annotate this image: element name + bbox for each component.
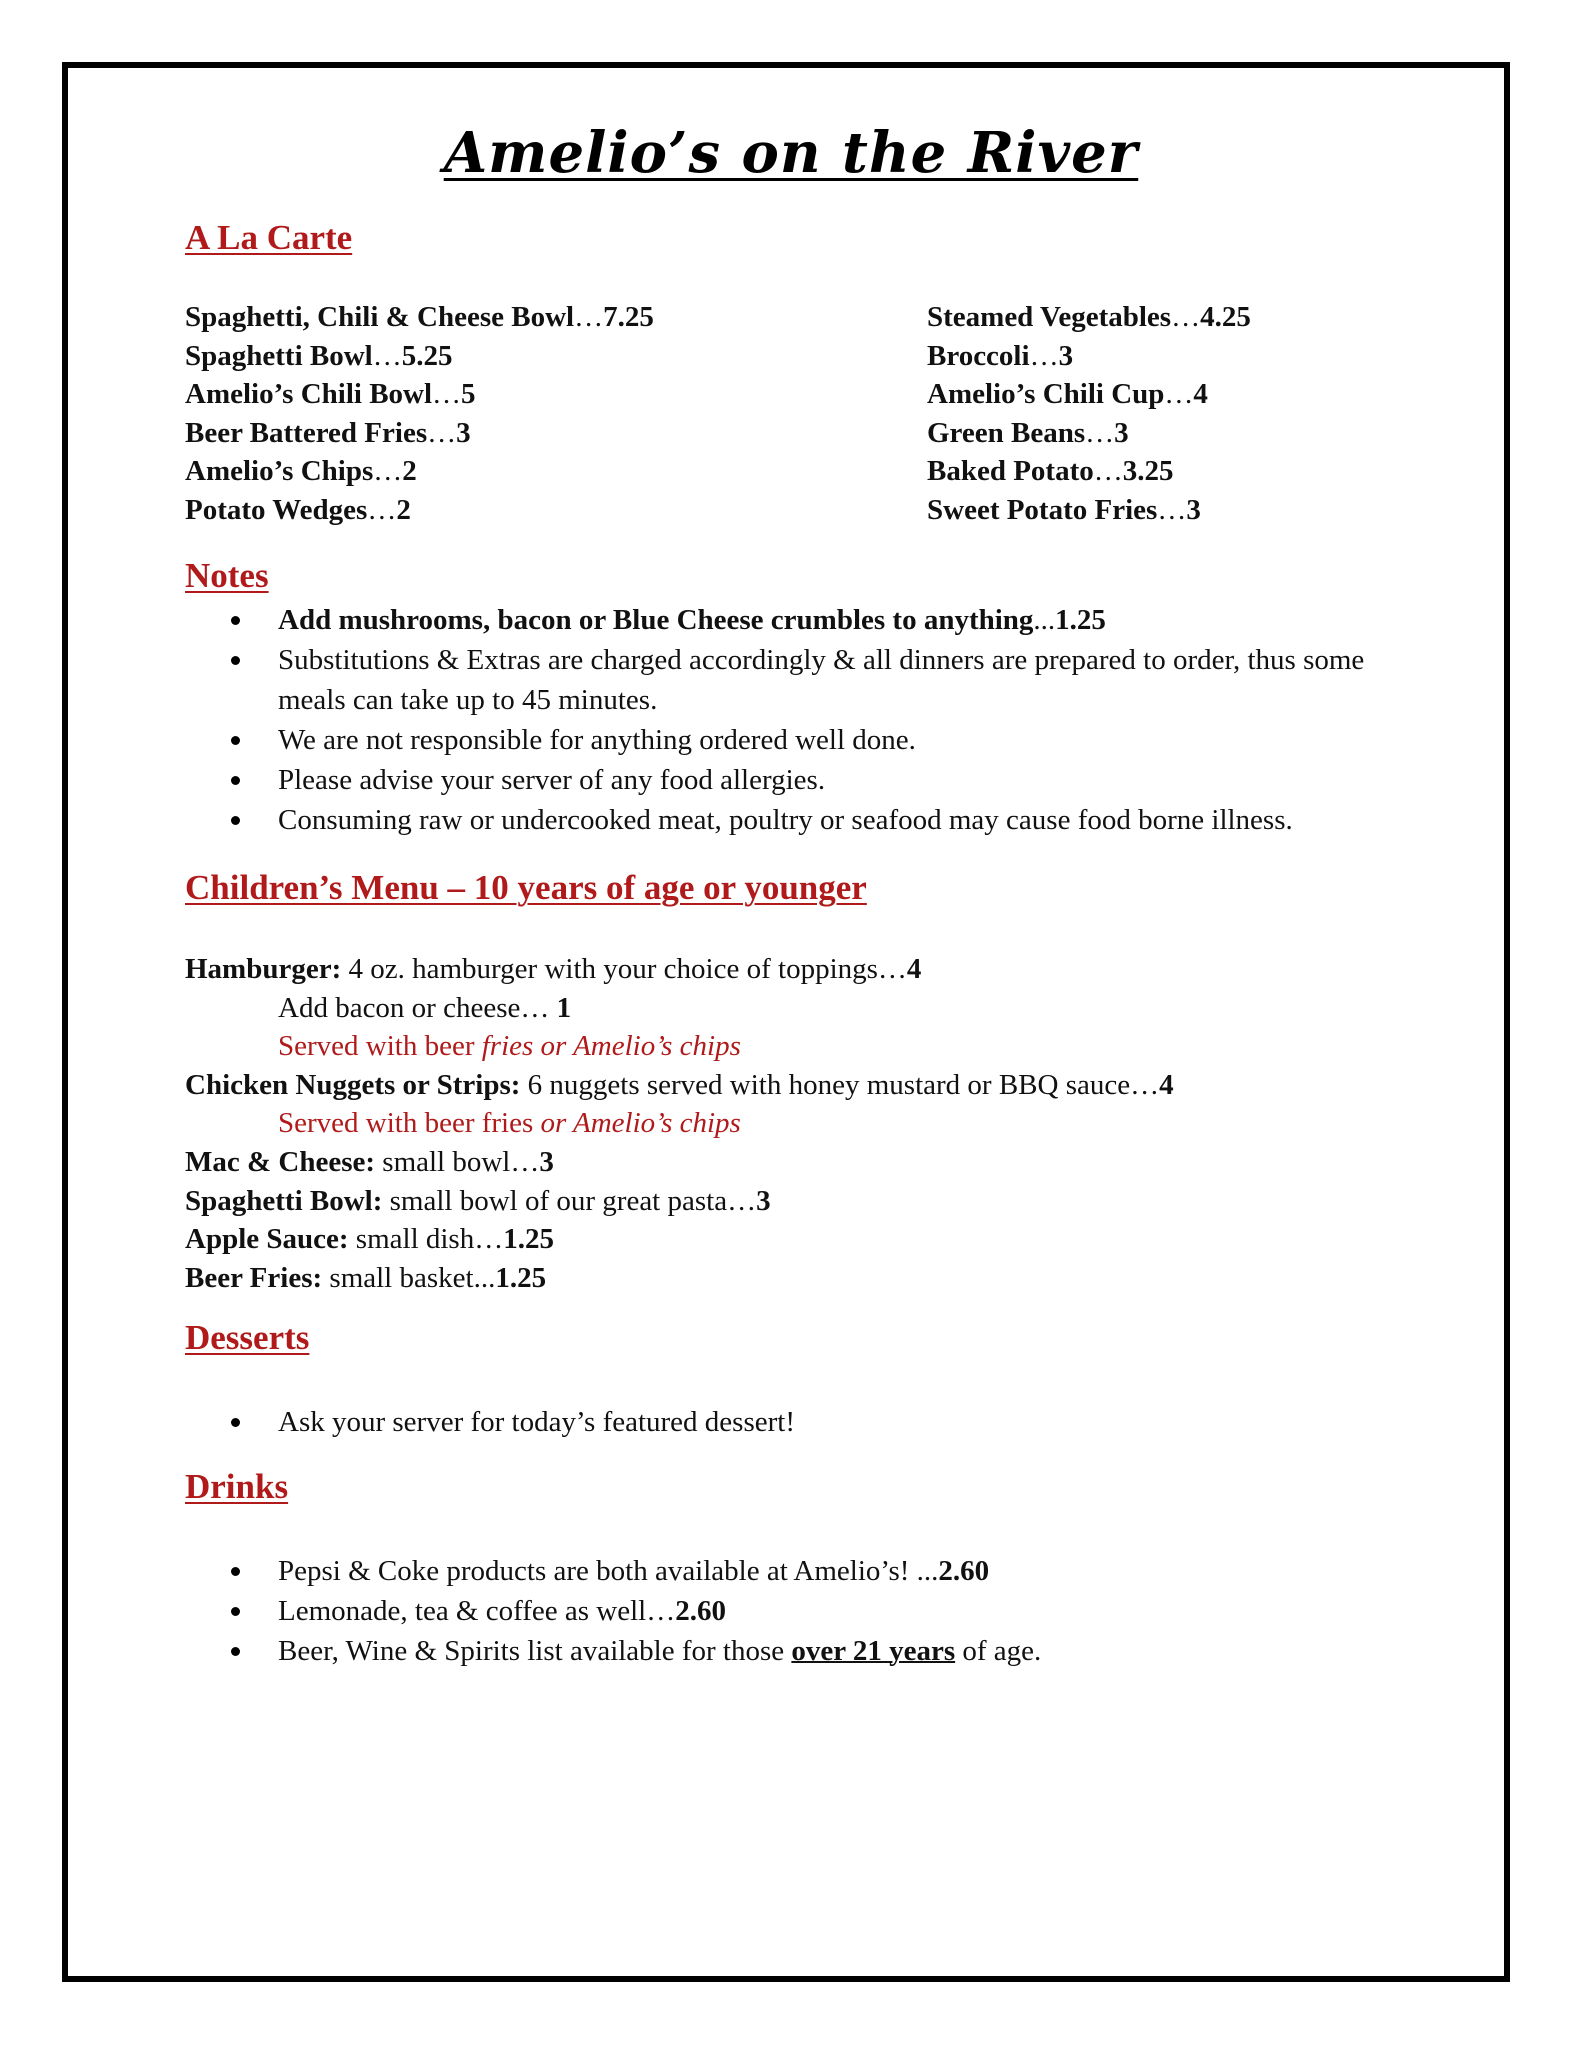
- item-label: Spaghetti Bowl:: [185, 1184, 383, 1217]
- item-name: Green Beans: [927, 416, 1086, 449]
- childrens-menu-list: [185, 950, 1435, 1297]
- menu-item: [185, 1259, 1435, 1298]
- item-price: 1.25: [495, 1261, 547, 1294]
- served-prefix: Served with beer: [278, 1030, 482, 1063]
- heading-notes: Notes: [185, 556, 269, 595]
- heading-childrens-menu: Children’s Menu – 10 years of age or younger: [185, 868, 867, 907]
- item-label: Hamburger:: [185, 953, 342, 985]
- menu-item: [185, 1143, 1435, 1182]
- menu-item: Steamed Vegetables…4.25: [927, 301, 1251, 333]
- drinks-list: [185, 1551, 1435, 1671]
- menu-item: Amelio’s Chips…2: [185, 455, 417, 487]
- menu-item: Spaghetti, Chili & Cheese Bowl…7.25: [185, 301, 654, 333]
- menu-item: Baked Potato…3.25: [927, 455, 1174, 487]
- item-price: 3: [756, 1184, 771, 1217]
- list-item: [185, 1631, 1435, 1671]
- served-with-note: [185, 1027, 1435, 1066]
- item-price: 3: [539, 1145, 554, 1178]
- item-desc: small bowl…: [375, 1145, 540, 1178]
- served-prefix: Served with beer fries: [278, 1107, 541, 1140]
- restaurant-title: Amelio’s on the River: [443, 120, 1139, 186]
- item-label: Apple Sauce:: [185, 1223, 349, 1256]
- served-with-note: [185, 1104, 1435, 1143]
- item-price: 1.25: [503, 1223, 554, 1256]
- a-la-carte-right-list: [927, 298, 1251, 529]
- menu-item: Broccoli…3: [927, 339, 1074, 372]
- drink-price: 2.60: [675, 1595, 726, 1627]
- item-name: Amelio’s Chips: [185, 455, 374, 487]
- a-la-carte-left-list: [185, 298, 654, 529]
- item-price: 4.25: [1200, 301, 1251, 333]
- item-price: 3.25: [1122, 455, 1174, 487]
- item-name: Steamed Vegetables: [927, 301, 1172, 333]
- addon-text: Add bacon or cheese…: [278, 991, 557, 1024]
- item-name: Baked Potato: [927, 455, 1094, 487]
- item-price: 3: [1186, 493, 1201, 526]
- menu-item: Potato Wedges…2: [185, 493, 411, 526]
- item-price: 2: [402, 455, 417, 487]
- item-name: Spaghetti, Chili & Cheese Bowl: [185, 301, 575, 333]
- drink-text-end: of age.: [955, 1635, 1042, 1667]
- heading-drinks: Drinks: [185, 1467, 289, 1506]
- item-name: Sweet Potato Fries: [927, 493, 1158, 526]
- menu-item: [185, 950, 1435, 989]
- note-addons-sep: ...: [1033, 604, 1056, 636]
- menu-item: Amelio’s Chili Cup…4: [927, 378, 1208, 410]
- list-item: [185, 1551, 1435, 1591]
- item-label: Beer Fries:: [185, 1261, 323, 1294]
- item-price: 4: [1159, 1068, 1174, 1101]
- drink-text: Pepsi & Coke products are both available at Amelio’s! ...: [278, 1555, 939, 1587]
- list-item: [185, 1591, 1435, 1631]
- item-price: 5: [461, 378, 476, 410]
- addon-price: 1: [556, 991, 572, 1024]
- desserts-list: [185, 1402, 1435, 1442]
- item-desc: 4 oz. hamburger with your choice of toppings…: [341, 953, 907, 985]
- menu-item: Sweet Potato Fries…3: [927, 493, 1201, 526]
- item-price: 5.25: [401, 339, 453, 372]
- item-price: 3: [1114, 416, 1129, 449]
- item-name: Amelio’s Chili Cup: [927, 378, 1165, 410]
- item-name: Beer Battered Fries: [185, 416, 428, 449]
- served-italic: fries or Amelio’s chips: [481, 1030, 741, 1063]
- item-price: 4: [1193, 378, 1208, 410]
- menu-item: [185, 1182, 1435, 1221]
- list-item: Ask your server for today’s featured dessert!: [185, 1402, 1435, 1442]
- menu-item: [185, 1220, 1435, 1259]
- item-desc: small basket...: [322, 1261, 496, 1294]
- item-label: Chicken Nuggets or Strips:: [185, 1068, 521, 1101]
- menu-item: Amelio’s Chili Bowl…5: [185, 378, 476, 410]
- item-desc: small dish…: [348, 1223, 504, 1256]
- item-desc: small bowl of our great pasta…: [382, 1184, 757, 1217]
- item-price: 3: [456, 416, 471, 449]
- list-item: Substitutions & Extras are charged accordingly & all dinners are prepared to order, thus some meals can take up to 45 minutes.: [185, 640, 1435, 720]
- list-item: Consuming raw or undercooked meat, poultry or seafood may cause food borne illness.: [185, 800, 1435, 840]
- served-italic: or Amelio’s chips: [540, 1107, 741, 1140]
- item-label: Mac & Cheese:: [185, 1145, 376, 1178]
- notes-list: [185, 600, 1435, 840]
- menu-item: [185, 1066, 1435, 1105]
- heading-a-la-carte: A La Carte: [185, 218, 353, 257]
- item-price: 2: [396, 493, 411, 526]
- drink-price: 2.60: [938, 1555, 990, 1587]
- item-price: 3: [1058, 339, 1074, 372]
- menu-item: Spaghetti Bowl…5.25: [185, 339, 453, 372]
- list-item: We are not responsible for anything ordered well done.: [185, 720, 1435, 760]
- list-item: Please advise your server of any food allergies.: [185, 760, 1435, 800]
- item-name: Potato Wedges: [185, 493, 368, 526]
- note-addons-text: Add mushrooms, bacon or Blue Cheese crumbles to anything: [278, 604, 1034, 636]
- item-price: 7.25: [603, 301, 654, 333]
- list-item: [185, 600, 1435, 640]
- note-addons-price: 1.25: [1055, 604, 1106, 636]
- item-price: 4: [906, 953, 922, 985]
- item-desc: 6 nuggets served with honey mustard or BBQ sauce…: [520, 1068, 1160, 1101]
- item-name: Spaghetti Bowl: [185, 339, 373, 372]
- menu-item: Green Beans…3: [927, 416, 1129, 449]
- drink-text: Beer, Wine & Spirits list available for those: [278, 1635, 792, 1667]
- menu-item: Beer Battered Fries…3: [185, 416, 471, 449]
- age-requirement: over 21 years: [791, 1635, 956, 1667]
- menu-item-addon: [185, 989, 1435, 1028]
- item-name: Amelio’s Chili Bowl: [185, 378, 433, 410]
- heading-desserts: Desserts: [185, 1318, 310, 1357]
- drink-text: Lemonade, tea & coffee as well…: [278, 1595, 676, 1627]
- item-name: Broccoli: [927, 339, 1030, 372]
